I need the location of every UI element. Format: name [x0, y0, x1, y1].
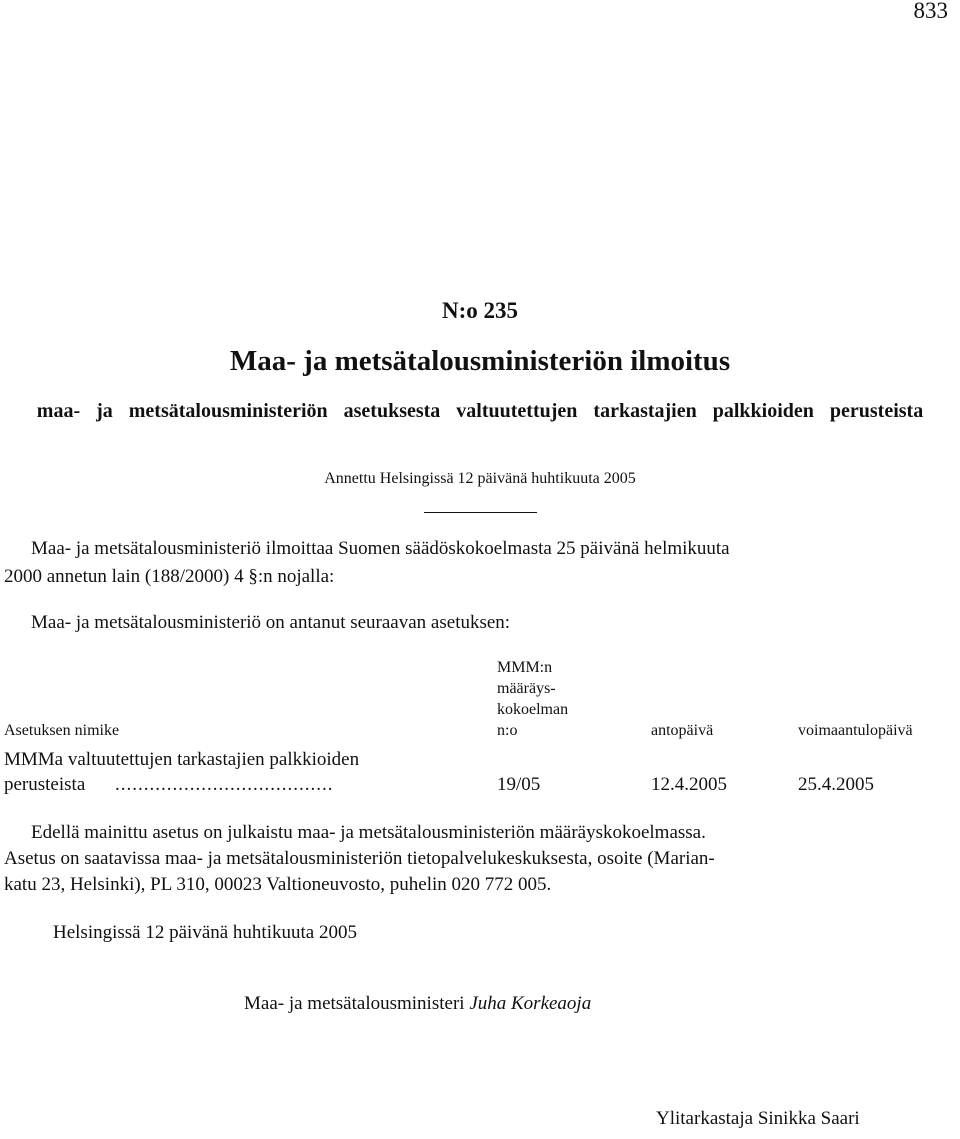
header-number-line-2: määräys- — [497, 680, 556, 697]
row-effective: 25.4.2005 — [798, 774, 874, 795]
intro-line-3: Maa- ja metsätalousministeriö on antanut seuraavan asetuksen: — [31, 612, 511, 633]
page-number: 833 — [913, 0, 948, 23]
row-leader-dots: ...................................... — [115, 774, 334, 795]
place-date: Helsingissä 12 päivänä huhtikuuta 2005 — [53, 922, 357, 943]
header-number-line-3: kokoelman — [497, 701, 569, 718]
header-issued: antopäivä — [651, 722, 714, 739]
minister-title: Maa- ja metsätalousministeri — [244, 993, 465, 1014]
header-effective: voimaantulopäivä — [798, 722, 913, 739]
issued-date-line: Annettu Helsingissä 12 päivänä huhtikuuta 2005 — [324, 470, 636, 487]
minister-name: Juha Korkeaoja — [469, 993, 592, 1014]
official-name: Sinikka Saari — [757, 1108, 860, 1129]
document-subtitle: maa- ja metsätalousministeriön asetuksesta valtuutettujen tarkastajien palkkioiden perusteista — [36, 400, 924, 422]
official-signature — [656, 1108, 860, 1130]
intro-line-1: Maa- ja metsätalousministeriö ilmoittaa Suomen säädöskokoelmasta 25 päivänä helmikuuta — [31, 538, 730, 559]
document-number: N:o 235 — [441, 298, 519, 323]
row-issued: 12.4.2005 — [651, 774, 727, 795]
notice-line-2: Asetus on saatavissa maa- ja metsätalousministeriön tietopalvelukeskuksesta, osoite (Marian- — [4, 848, 715, 869]
header-number-line-4: n:o — [497, 722, 518, 739]
divider-rule — [424, 512, 537, 513]
header-number-line-1: MMM:n — [497, 659, 553, 676]
header-name: Asetuksen nimike — [4, 722, 120, 739]
official-title: Ylitarkastaja — [656, 1108, 754, 1129]
row-name-line-2: perusteista — [4, 774, 86, 795]
intro-line-2: 2000 annetun lain (188/2000) 4 §:n nojalla: — [4, 566, 335, 587]
row-number: 19/05 — [497, 774, 541, 795]
minister-signature — [244, 993, 591, 1015]
notice-line-1: Edellä mainittu asetus on julkaistu maa- ja metsätalousministeriön määräyskokoelmassa. — [31, 822, 706, 843]
row-name-line-1: MMMa valtuutettujen tarkastajien palkkioiden — [4, 749, 360, 770]
document-title: Maa- ja metsätalousministeriön ilmoitus — [229, 345, 731, 377]
notice-line-3: katu 23, Helsinki), PL 310, 00023 Valtioneuvosto, puhelin 020 772 005. — [4, 874, 552, 895]
